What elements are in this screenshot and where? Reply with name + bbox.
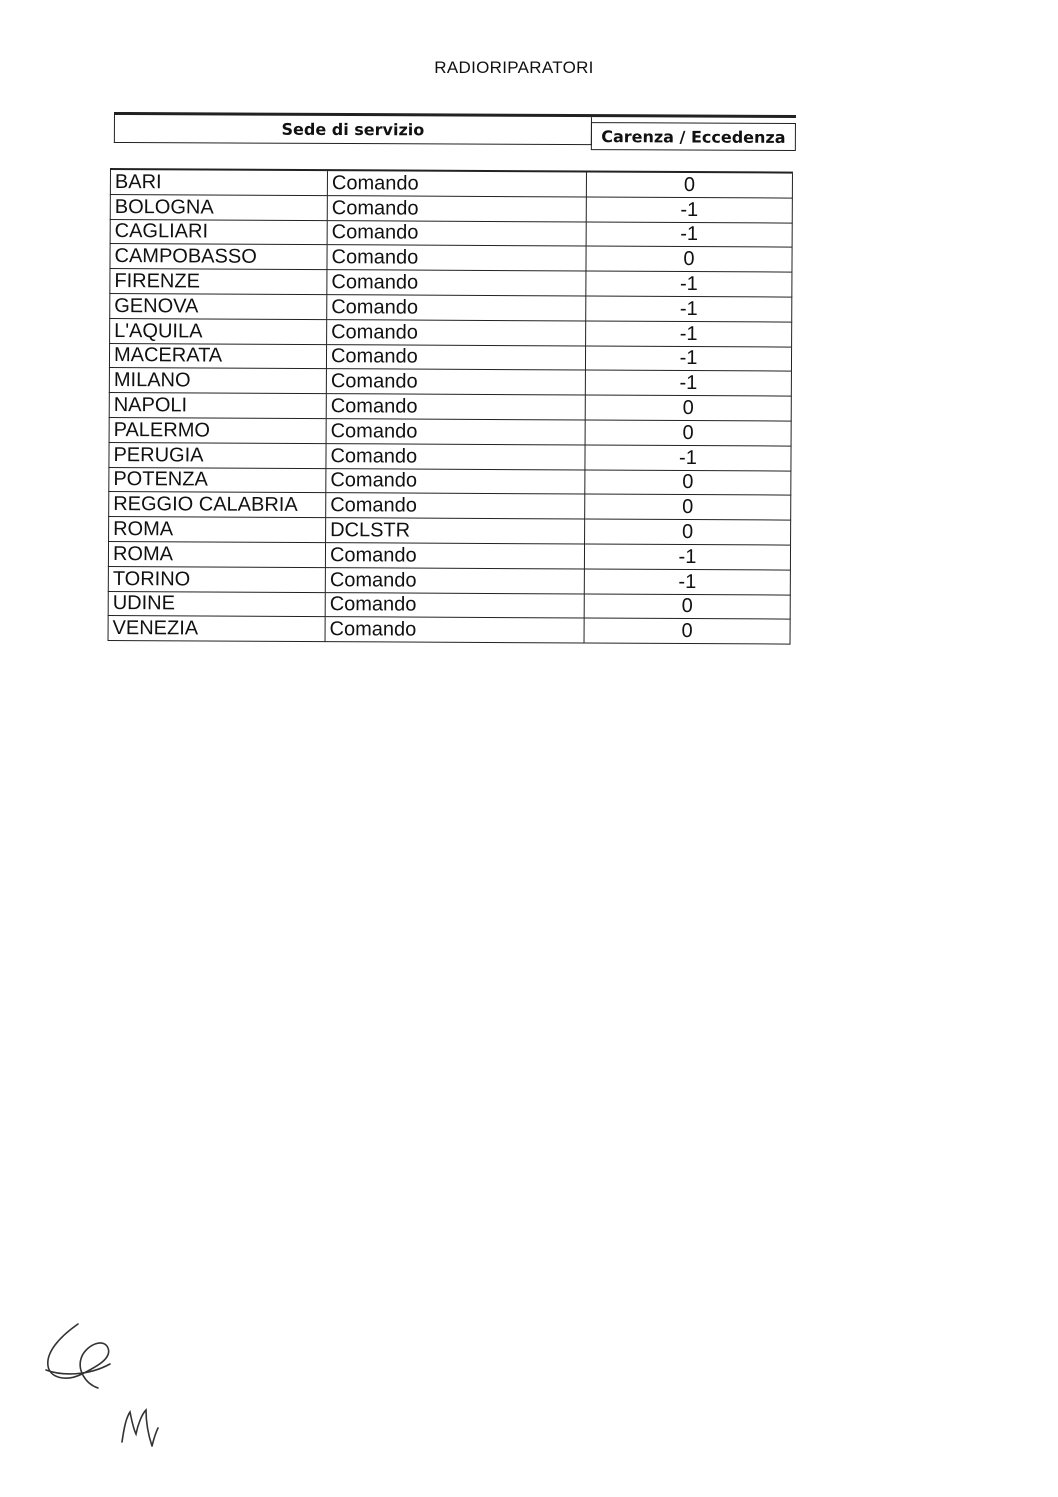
table-row xyxy=(110,194,792,222)
type-cell: Comando xyxy=(325,567,584,593)
city-cell: PERUGIA xyxy=(109,442,326,468)
value-cell: 0 xyxy=(585,494,791,520)
table-row xyxy=(109,442,791,470)
table-row xyxy=(108,616,790,644)
header-sede-di-servizio: Sede di servizio xyxy=(114,115,592,145)
staffing-table xyxy=(108,168,793,645)
city-cell: GENOVA xyxy=(110,293,327,319)
table-row xyxy=(109,417,791,445)
page-title: RADIORIPARATORI xyxy=(434,58,594,77)
header-carenza-eccedenza: Carenza / Eccedenza xyxy=(591,122,796,151)
table-row xyxy=(110,318,792,346)
city-cell: L'AQUILA xyxy=(110,318,327,344)
handwritten-initials xyxy=(116,1398,166,1458)
type-cell: Comando xyxy=(326,443,585,469)
table-row xyxy=(110,219,792,247)
city-cell: CAGLIARI xyxy=(110,219,327,245)
table-row xyxy=(109,368,791,396)
city-cell: BARI xyxy=(110,169,327,195)
city-cell: TORINO xyxy=(108,566,325,592)
city-cell: REGGIO CALABRIA xyxy=(109,492,326,518)
table-header xyxy=(114,112,796,151)
city-cell: NAPOLI xyxy=(109,393,326,419)
city-cell: VENEZIA xyxy=(108,616,325,642)
city-cell: ROMA xyxy=(109,517,326,543)
table-row xyxy=(109,467,791,495)
table-row xyxy=(109,343,791,371)
value-cell: -1 xyxy=(584,569,790,595)
type-cell: Comando xyxy=(326,344,585,370)
table-row xyxy=(110,169,792,198)
type-cell: Comando xyxy=(325,592,584,618)
city-cell: CAMPOBASSO xyxy=(110,244,327,270)
city-cell: UDINE xyxy=(108,591,325,617)
value-cell: -1 xyxy=(586,271,792,297)
type-cell: Comando xyxy=(327,295,586,321)
value-cell: 0 xyxy=(585,395,791,421)
type-cell: Comando xyxy=(325,617,584,643)
table-row xyxy=(108,541,790,569)
city-cell: MACERATA xyxy=(109,343,326,369)
table-row xyxy=(110,244,792,272)
value-cell: 0 xyxy=(586,246,792,272)
value-cell: -1 xyxy=(586,222,792,248)
value-cell: -1 xyxy=(586,321,792,347)
type-cell: Comando xyxy=(327,319,586,345)
value-cell: -1 xyxy=(585,346,791,372)
table-row xyxy=(109,517,791,545)
type-cell: Comando xyxy=(327,270,586,296)
city-cell: ROMA xyxy=(108,541,325,567)
handwritten-signature xyxy=(38,1318,128,1398)
value-cell: 0 xyxy=(585,470,791,496)
city-cell: FIRENZE xyxy=(110,269,327,295)
city-cell: BOLOGNA xyxy=(110,194,327,220)
value-cell: -1 xyxy=(586,296,792,322)
type-cell: Comando xyxy=(327,245,586,271)
value-cell: 0 xyxy=(584,594,790,620)
value-cell: -1 xyxy=(585,370,791,396)
city-cell: POTENZA xyxy=(109,467,326,493)
type-cell: Comando xyxy=(325,543,584,569)
value-cell: 0 xyxy=(584,618,790,644)
city-cell: MILANO xyxy=(109,368,326,394)
type-cell: Comando xyxy=(327,195,586,221)
type-cell: Comando xyxy=(327,170,586,197)
type-cell: DCLSTR xyxy=(326,518,585,544)
table-row xyxy=(109,393,791,421)
value-cell: -1 xyxy=(586,197,792,223)
type-cell: Comando xyxy=(327,220,586,246)
value-cell: 0 xyxy=(585,420,791,446)
value-cell: -1 xyxy=(585,445,791,471)
value-cell: 0 xyxy=(586,171,792,197)
type-cell: Comando xyxy=(326,394,585,420)
type-cell: Comando xyxy=(326,419,585,445)
type-cell: Comando xyxy=(326,369,585,395)
table-row xyxy=(108,566,790,594)
value-cell: 0 xyxy=(585,519,791,545)
table-row xyxy=(108,591,790,619)
type-cell: Comando xyxy=(326,493,585,519)
type-cell: Comando xyxy=(326,468,585,494)
city-cell: PALERMO xyxy=(109,417,326,443)
table-row xyxy=(110,269,792,297)
table-row xyxy=(109,492,791,520)
table-row xyxy=(110,293,792,321)
value-cell: -1 xyxy=(584,544,790,570)
